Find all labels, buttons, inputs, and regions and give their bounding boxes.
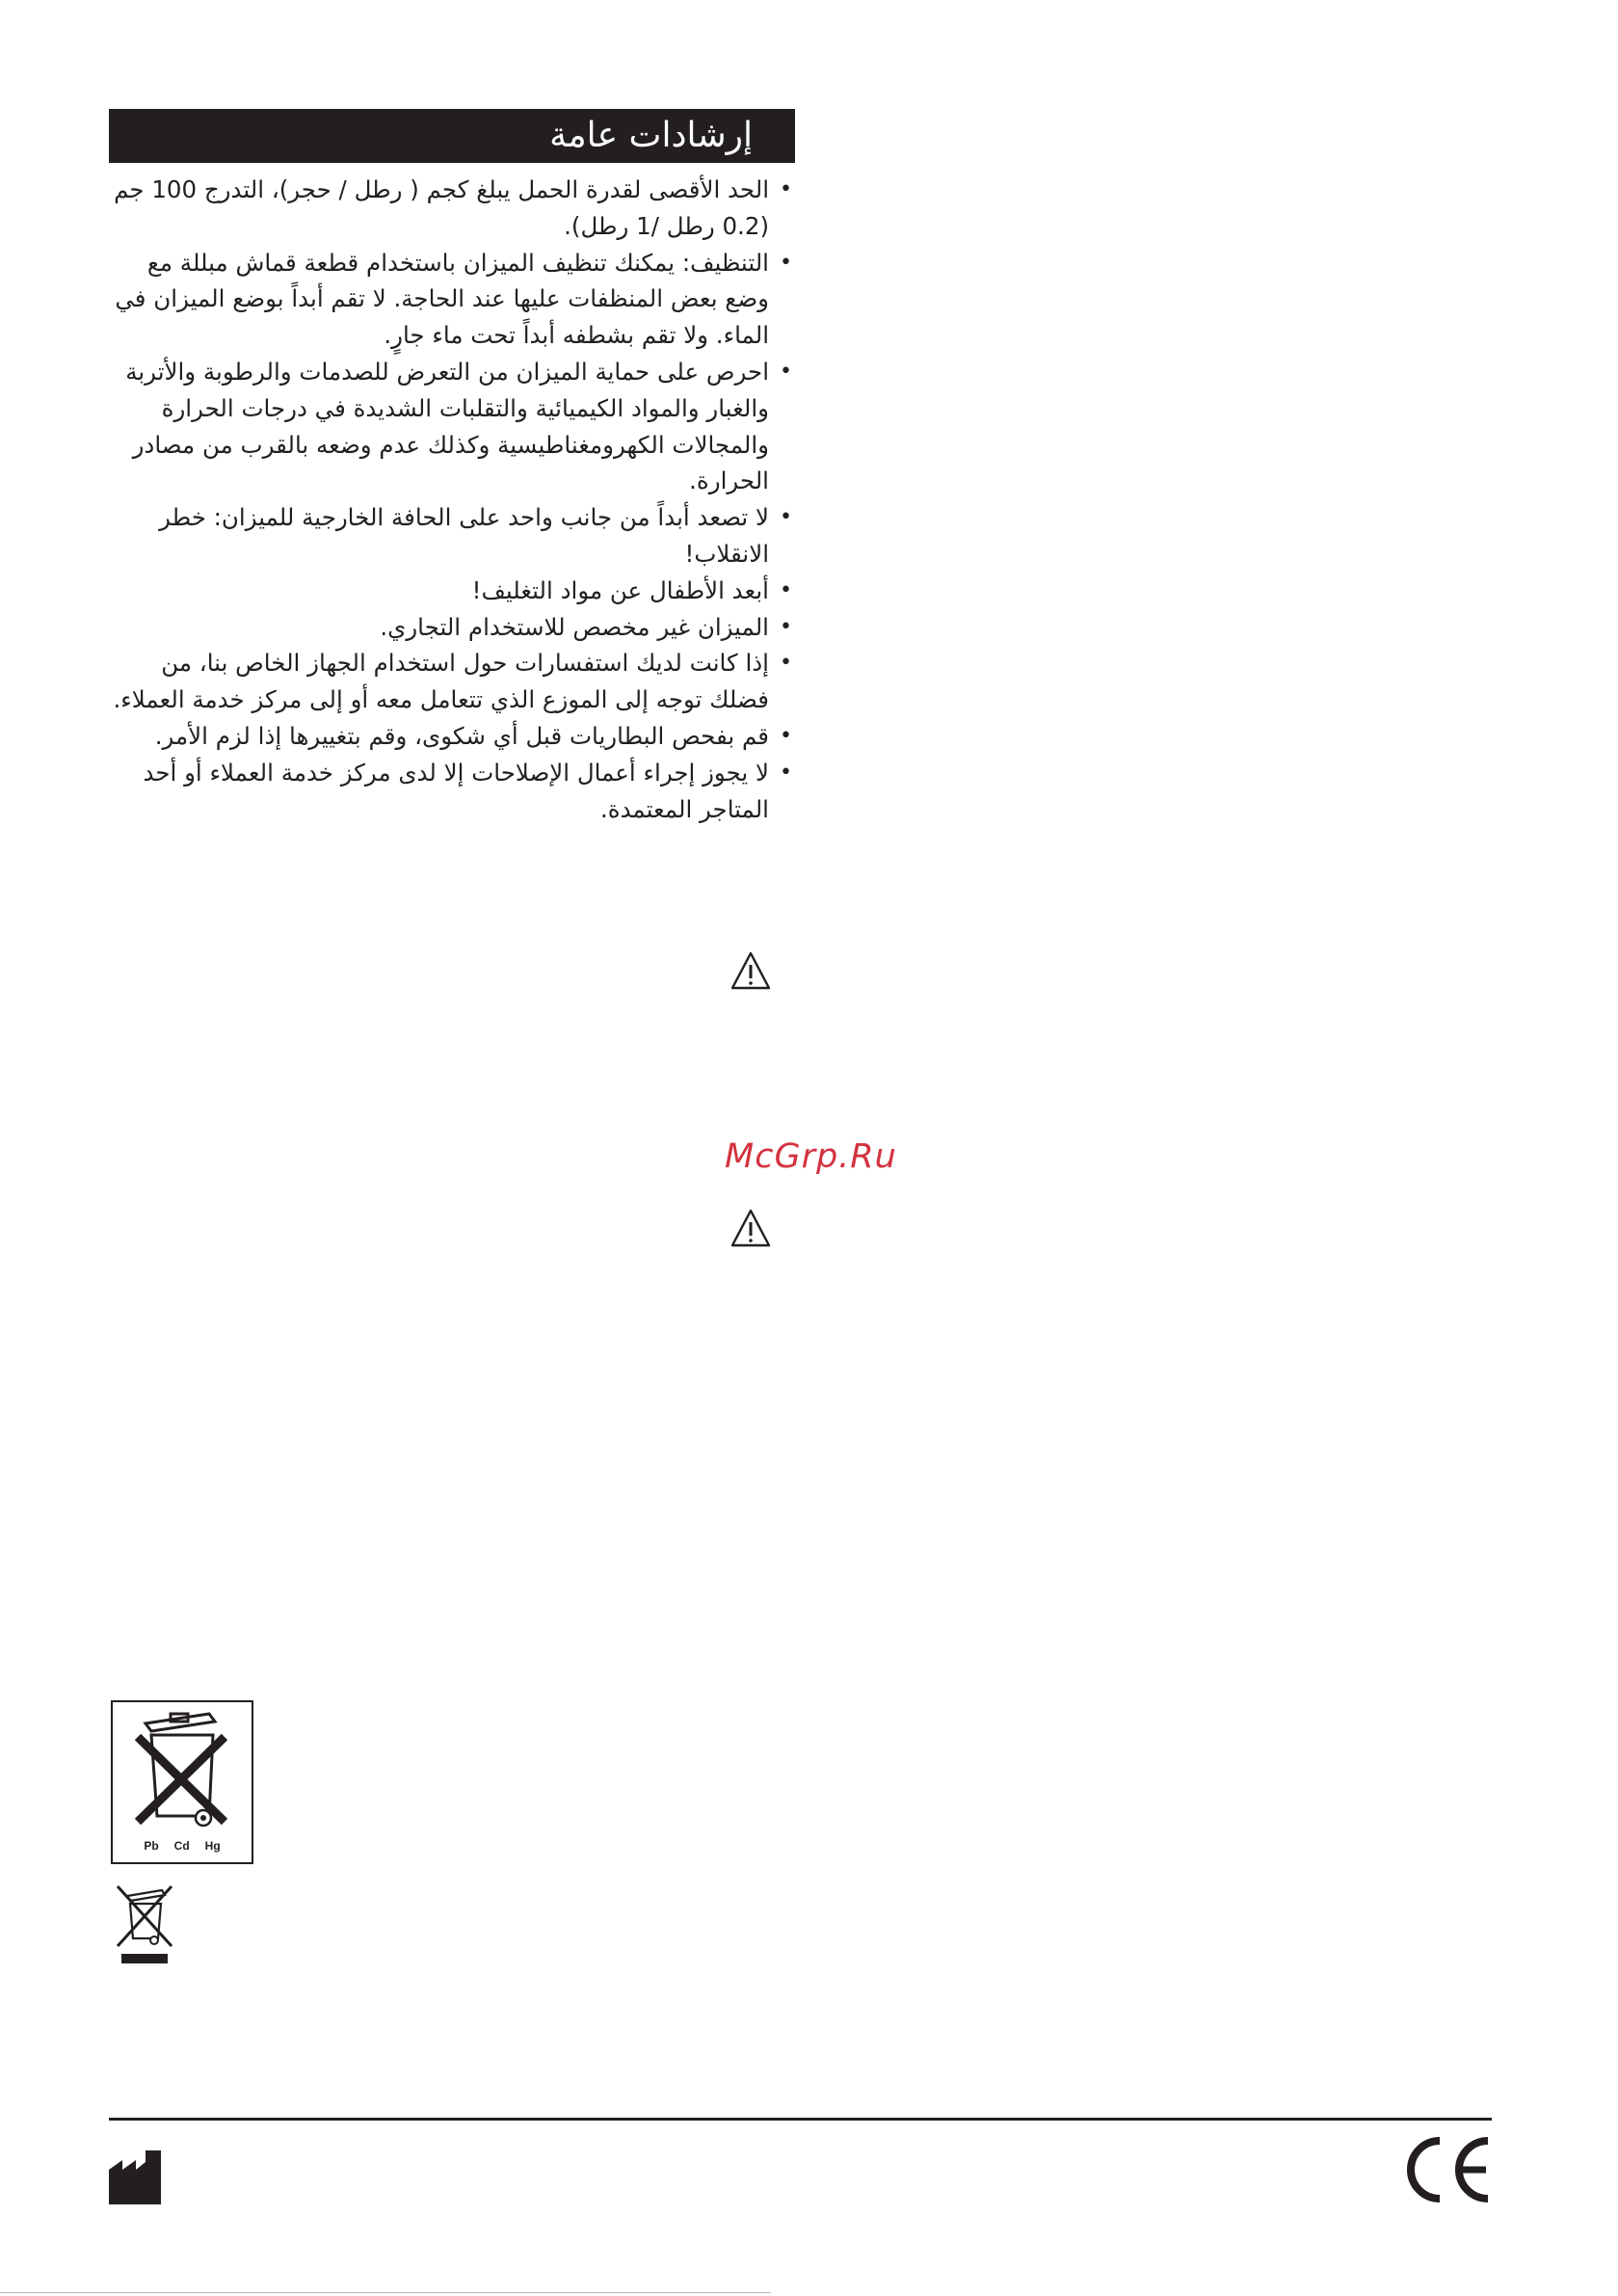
ce-mark-icon [1397,2135,1494,2204]
metal-label: Pb [144,1839,159,1853]
heavy-metal-labels [113,1839,252,1853]
metal-label: Cd [173,1839,190,1853]
list-item: • لا يجوز إجراء أعمال الإصلاحات إلا لدى مركز خدمة العملاء أو أحد المتاجر المعتمدة. [112,755,796,828]
manufacturer-icon [109,2150,161,2204]
metal-label: Hg [204,1839,221,1853]
crossed-out-bin-icon [132,1708,232,1831]
list-item: • قم بفحص البطاريات قبل أي شكوى، وقم بتغييرها إذا لزم الأمر. [112,718,796,755]
guidelines-list [112,172,796,827]
warning-triangle-icon [729,950,772,991]
section-title: إرشادات عامة [549,116,753,155]
list-item: • أبعد الأطفال عن مواد التغليف! [112,573,796,609]
list-item: • احرص على حماية الميزان من التعرض للصدمات والرطوبة والأتربة والغبار والمواد الكيميائية والتقلبات الشديدة في درجات الحرارة والمجالات الكهرومغناطيسية وكذلك عدم وضعه بالقرب من مصادر الحرارة. [112,354,796,499]
battery-disposal-symbol [111,1700,253,1864]
section-header [109,109,795,163]
list-item: • الميزان غير مخصص للاستخدام التجاري. [112,609,796,646]
list-item: • التنظيف: يمكنك تنظيف الميزان باستخدام قطعة قماش مبللة مع وضع بعض المنظفات عليها عند الحاجة. لا تقم أبداً بوضع الميزان في الماء. ولا تقم بشطفه أبداً تحت ماء جارٍ. [112,245,796,354]
list-item: • إذا كانت لديك استفسارات حول استخدام الجهاز الخاص بنا، من فضلك توجه إلى الموزع الذي تتعامل معه أو إلى مركز خدمة العملاء. [112,645,796,718]
watermark-text: McGrp.Ru [725,1137,897,1176]
weee-bin-icon [112,1882,177,1965]
list-item: • لا تصعد أبداً من جانب واحد على الحافة الخارجية للميزان: خطر الانقلاب! [112,499,796,573]
list-item: • الحد الأقصى لقدرة الحمل يبلغ كجم ( رطل / حجر)، التدرج 100 جم (0.2 رطل /1 رطل). [112,172,796,245]
page-bottom-rule [0,2292,771,2293]
footer-divider [109,2118,1492,2121]
warning-triangle-icon [729,1208,772,1248]
